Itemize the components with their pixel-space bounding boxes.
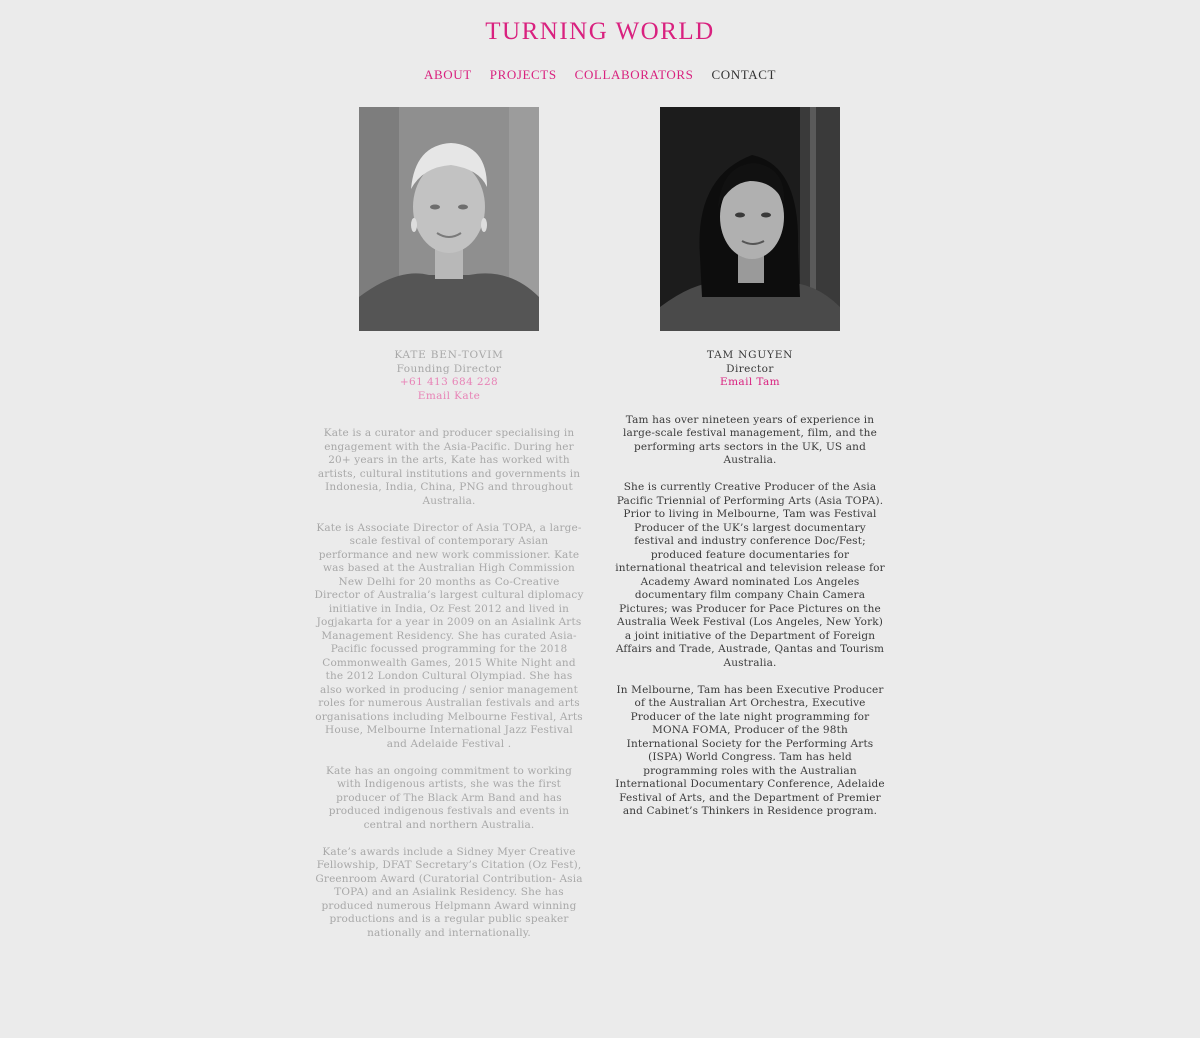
nav-item-contact[interactable]: CONTACT [711,67,777,82]
site-title[interactable]: TURNING WORLD [485,18,715,45]
main-nav [0,67,1200,83]
profile-tam [615,107,885,832]
tam-bio-paragraph: She is currently Creative Producer of the Asia Pacific Triennial of Performing Arts (Asia TOPA). Prior to living in Melbourne, Tam was Festival Producer of the UK’s largest documentary festival and industry conference Doc/Fest; produced feature documentaries for international theatrical and television release for Academy Award nominated Los Angeles documentary film company Chain Camera Pictures; was Producer for Pace Pictures on the Australia Week Festival (Los Angeles, New York) a joint initiative of the Department of Foreign Affairs and Trade, Austrade, Qantas and Tourism Australia. [615,481,885,669]
kate-bio [314,427,584,940]
tam-details [615,349,885,390]
tam-email-link[interactable]: Email Tam [720,376,780,388]
kate-phone-link[interactable]: +61 413 684 228 [399,376,499,388]
kate-details [314,349,584,403]
kate-role: Founding Director [396,362,502,375]
profile-kate [314,107,584,954]
nav-item-collaborators[interactable]: COLLABORATORS [574,67,694,82]
nav-item-projects[interactable]: PROJECTS [489,67,557,82]
tam-portrait [660,107,840,331]
kate-bio-paragraph: Kate is a curator and producer specialising in engagement with the Asia-Pacific. During her 20+ years in the arts, Kate has worked with artists, cultural institutions and governments in Indonesia, India, China, PNG and throughout Australia. [317,427,581,507]
tam-bio [615,414,885,819]
kate-bio-paragraph: Kate is Associate Director of Asia TOPA, a large-scale festival of contemporary Asian performance and new work commissioner. Kate was based at the Australian High Commission New Delhi for 20 months as Co-Creative Director of Australia’s largest cultural diplomacy initiative in India, Oz Fest 2012 and lived in Jogjakarta for a year in 2009 on an Asialink Arts Management Residency. She has curated Asia- Pacific focussed programming for the 2018 Commonwealth Games, 2015 White Night and the 2012 London Cultural Olympiad. She has also worked in producing / senior management roles for numerous Australian festivals and arts organisations including Melbourne Festival, Arts House, Melbourne International Jazz Festival and Adelaide Festival . [314,521,584,750]
nav-item-about[interactable]: ABOUT [423,67,472,82]
kate-bio-paragraph: Kate has an ongoing commitment to working with Indigenous artists, she was the first producer of The Black Arm Band and has produced indigenous festivals and events in central and northern Australia. [325,764,573,831]
kate-email-link[interactable]: Email Kate [417,389,481,402]
kate-bio-paragraph: Kate’s awards include a Sidney Myer Creative Fellowship, DFAT Secretary’s Citation (Oz Fest), Greenroom Award (Curatorial Contribution- Asia TOPA) and an Asialink Residency. She has produced numerous Helpmann Award winning productions and is a regular public speaker nationally and internationally. [315,845,583,939]
kate-name: KATE BEN-TOVIM [394,349,504,361]
kate-portrait [359,107,539,331]
tam-bio-paragraph: In Melbourne, Tam has been Executive Producer of the Australian Art Orchestra, Executive Producer of the late night programming for MONA FOMA, Producer of the 98th International Society for the Performing Arts (ISPA) World Congress. Tam has held programming roles with the Australian International Documentary Conference, Adelaide Festival of Arts, and the Department of Premier and Cabinet’s Thinkers in Residence program. [615,683,885,817]
tam-role: Director [726,362,774,375]
tam-name: TAM NGUYEN [706,349,794,361]
tam-bio-paragraph: Tam has over nineteen years of experience in large-scale festival management, film, and the performing arts sectors in the UK, US and Australia. [623,413,877,466]
